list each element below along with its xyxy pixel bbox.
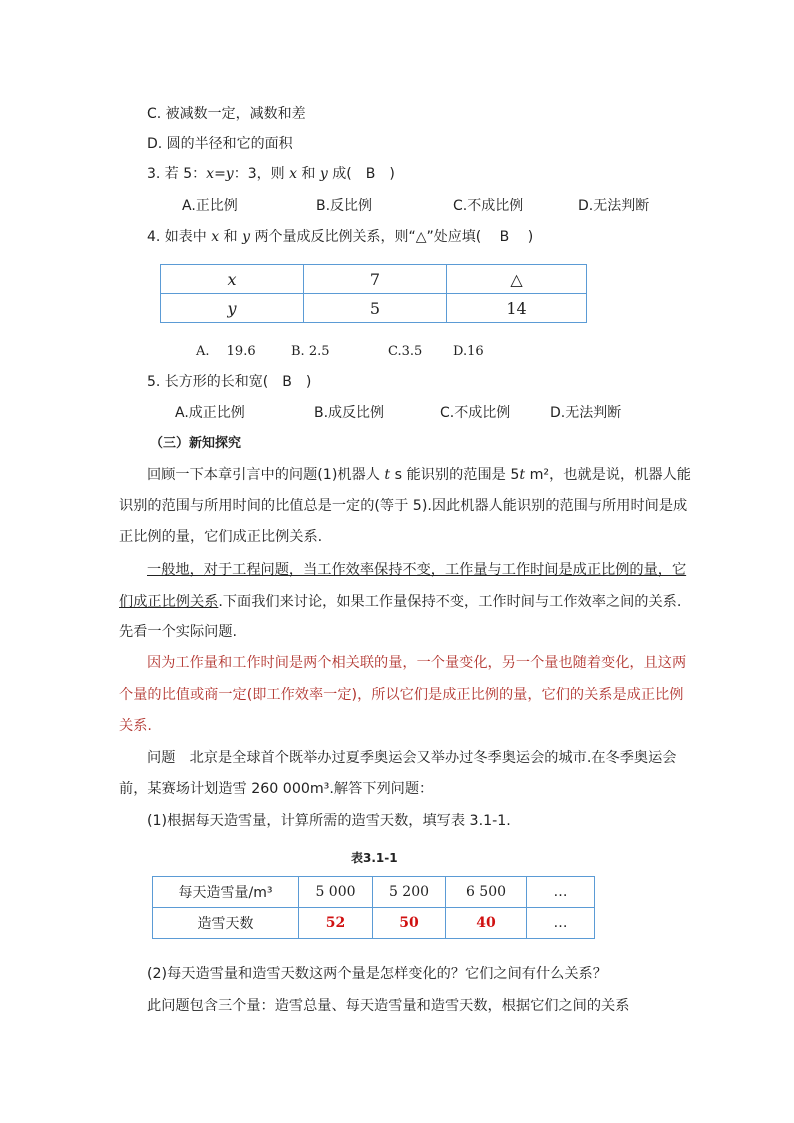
table-row: [153, 877, 595, 908]
q4-option-d: D.16: [453, 344, 484, 359]
var-t: t: [519, 467, 526, 483]
q3-and: 和: [296, 166, 320, 182]
q3-option-b: B.反比例: [316, 198, 373, 214]
table-cell: 7: [304, 265, 447, 294]
option-d-text: D. 圆的半径和它的面积: [147, 136, 293, 152]
q3-y: y: [319, 166, 328, 182]
question-4: [147, 227, 533, 247]
table-row: [153, 908, 595, 939]
option-c-text: C. 被减数一定，减数和差: [147, 106, 306, 122]
q4-suffix: 两个量成反比例关系，则“△”处应填( B ): [250, 229, 534, 245]
para1-text: m²，也就是说，机器人能: [525, 467, 691, 483]
question-2: (2)每天造雪量和造雪天数这两个量是怎样变化的？它们之间有什么关系？: [147, 966, 607, 982]
para3-line1: 因为工作量和工作时间是两个相关联的量，一个量变化，另一个量也随着变化，且这两: [147, 655, 687, 671]
table-cell: 造雪天数: [153, 908, 299, 939]
para1-line1: [147, 465, 691, 485]
section-title: （三）新知探究: [150, 436, 242, 451]
table-cell: 14: [447, 294, 587, 323]
q3-suffix: 成( B ): [327, 166, 395, 182]
table-cell: y: [161, 294, 304, 323]
table-cell: x: [161, 265, 304, 294]
para2-line1: 一般地，对于工程问题，当工作效率保持不变，工作量与工作时间是成正比例的量，它: [147, 562, 687, 578]
para2-line2: [119, 592, 681, 612]
para1-text: s 能识别的范围是 5: [390, 467, 520, 483]
q3-prefix: 3. 若 5：: [147, 166, 207, 182]
var-t: t: [384, 467, 391, 483]
q4-option-b: B. 2.5: [291, 344, 330, 359]
table-cell: 5: [304, 294, 447, 323]
q4-option-a: A. 19.6: [196, 344, 256, 359]
q4-x: x: [211, 229, 220, 245]
table-cell: 5 200: [373, 877, 446, 908]
table-cell: 40: [446, 908, 527, 939]
problem-line2: 前，某赛场计划造雪 260 000m³.解答下列问题：: [119, 781, 434, 797]
q5-option-d: D.无法判断: [550, 405, 622, 421]
table-cell: …: [527, 877, 595, 908]
q5-option-c: C.不成比例: [440, 405, 511, 421]
last-line: 此问题包含三个量：造雪总量、每天造雪量和造雪天数，根据它们之间的关系: [147, 998, 630, 1014]
problem-line1: 问题 北京是全球首个既举办过夏季奥运会又举办过冬季奥运会的城市.在冬季奥运会: [147, 750, 677, 766]
table-cell: …: [527, 908, 595, 939]
q4-prefix: 4. 如表中: [147, 229, 212, 245]
q3-expr: x=y: [206, 166, 234, 182]
q5-option-b: B.成反比例: [314, 405, 385, 421]
q4-y: y: [242, 229, 250, 245]
para3-line3: 关系.: [119, 718, 152, 734]
para2-underlined: 们成正比例关系: [119, 594, 219, 610]
table-cell: 50: [373, 908, 446, 939]
q3-x: x: [289, 166, 297, 182]
para1-line3: 正比例的量，它们成正比例关系.: [119, 529, 323, 545]
table-cell: 5 000: [299, 877, 373, 908]
triangle-cell: △: [447, 265, 587, 294]
para2-text: .下面我们来讨论，如果工作量保持不变，工作时间与工作效率之间的关系.: [218, 594, 682, 610]
q3-mid: ：3，则: [233, 166, 290, 182]
table-cell: 每天造雪量/m³: [153, 877, 299, 908]
q4-table: [160, 264, 587, 323]
table-row: [161, 294, 587, 323]
question-3: [147, 164, 395, 184]
table-row: [161, 265, 587, 294]
para1-text: 回顾一下本章引言中的问题(1)机器人: [147, 467, 385, 483]
para1-line2: 识别的范围与所用时间的比值总是一定的(等于 5).因此机器人能识别的范围与所用时间是成: [119, 498, 688, 514]
q3-option-c: C.不成比例: [453, 198, 524, 214]
para2-line3: 先看一个实际问题.: [119, 624, 238, 640]
table-cell: 52: [299, 908, 373, 939]
para3-line2: 个量的比值或商一定(即工作效率一定)，所以它们是成正比例的量，它们的关系是成正比例: [119, 687, 684, 703]
question-5: 5. 长方形的长和宽( B ): [147, 374, 312, 390]
snow-table: [152, 876, 595, 939]
q3-option-a: A.正比例: [182, 198, 238, 214]
q4-option-c: C.3.5: [388, 344, 423, 359]
table-cell: 6 500: [446, 877, 527, 908]
q5-option-a: A.成正比例: [175, 405, 245, 421]
problem-q1: (1)根据每天造雪量，计算所需的造雪天数，填写表 3.1-1.: [147, 813, 511, 829]
q3-option-d: D.无法判断: [578, 198, 650, 214]
q4-and: 和: [219, 229, 243, 245]
table-caption: 表3.1-1: [351, 851, 398, 865]
